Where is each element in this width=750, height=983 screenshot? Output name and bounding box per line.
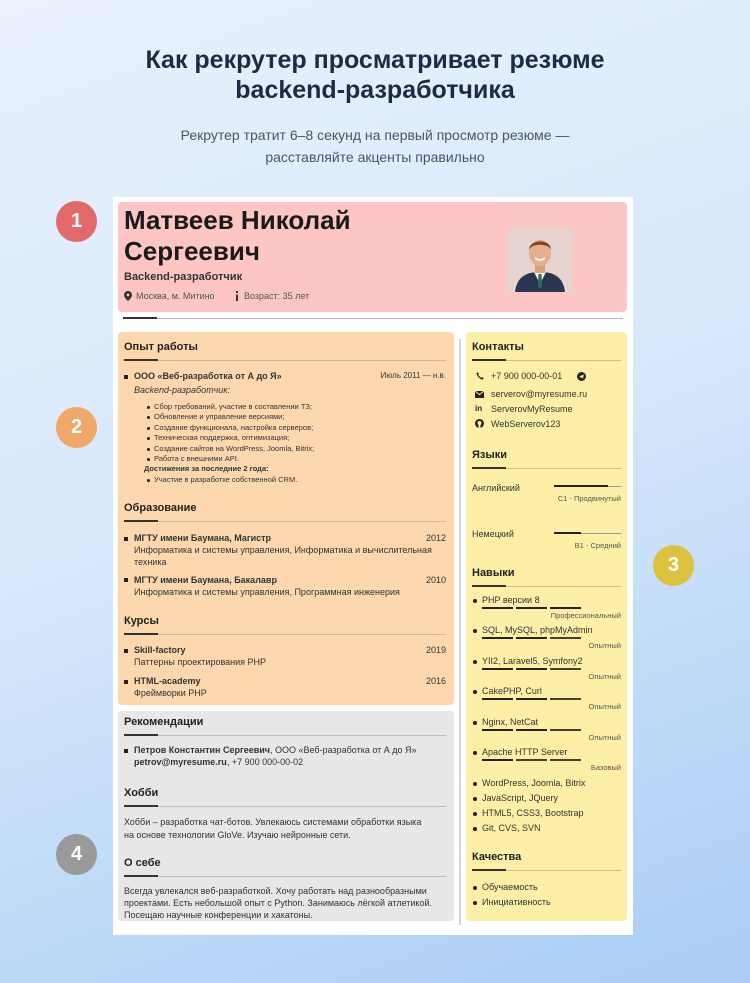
subtitle-line-1: Рекрутер тратит 6–8 секунд на первый просмотр резюме — — [180, 127, 570, 143]
education-desc-cont: техника — [134, 557, 167, 567]
hobby-title: Хобби — [124, 787, 159, 799]
telegram-icon[interactable] — [577, 372, 586, 381]
skill-level-segment — [516, 668, 547, 670]
skill-level-segment — [482, 668, 513, 670]
hobby-text-1: Хобби – разработка чат-ботов. Увлекаюсь системами обработки языка — [124, 817, 422, 827]
experience-rule-accent — [124, 359, 158, 361]
bullet-dot — [473, 751, 477, 755]
education-year: 2012 — [425, 533, 446, 543]
bullet-dot — [473, 901, 477, 905]
courses-rule — [124, 634, 446, 635]
contact-phone-text[interactable]: +7 900 000-00-01 — [491, 371, 563, 381]
badge-3: 3 — [653, 545, 694, 586]
skill-level-segment — [482, 637, 513, 639]
skill-level-segment — [482, 759, 513, 761]
bullet-dot — [147, 427, 150, 430]
achievement-item: Участие в разработке собственной CRM. — [154, 475, 298, 484]
duty-item: Создание функционала, настройка серверов; — [154, 423, 314, 432]
skill-level: Опытный — [588, 702, 621, 711]
skill-level: Опытный — [588, 733, 621, 742]
language-bar-fill — [554, 532, 581, 534]
course-year: 2019 — [425, 645, 446, 655]
language-name: Немецкий — [472, 529, 514, 539]
skill-level-segment — [516, 698, 547, 700]
bullet-dot — [473, 599, 477, 603]
bullet-dot — [147, 437, 150, 440]
skill-name: PHP версии 8 — [482, 595, 540, 605]
person-name — [124, 205, 424, 267]
bullet-square — [124, 649, 128, 653]
about-text-1: Всегда увлекался веб-разработкой. Хочу работать над разнообразными — [124, 886, 427, 896]
courses-title: Курсы — [124, 615, 159, 627]
duty-item: Обновление и управление версиями; — [154, 412, 285, 421]
skill-level: Опытный — [588, 641, 621, 650]
skill-extra-item: Git, CVS, SVN — [482, 823, 541, 833]
recommendation-line — [134, 744, 444, 756]
skill-level-segment — [550, 668, 581, 670]
education-title: Образование — [124, 502, 197, 514]
map-pin-icon — [124, 291, 132, 301]
qualities-rule-accent — [472, 869, 506, 871]
skill-name: Apache HTTP Server — [482, 747, 568, 757]
language-level: C1 - Продвинутый — [557, 494, 621, 503]
subtitle-line-2: расставляйте акценты правильно — [265, 149, 485, 165]
badge-1: 1 — [56, 201, 97, 242]
course-name: HTML-academy — [134, 676, 201, 686]
contact-github[interactable]: WebServerov123 — [491, 419, 561, 429]
duty-item: Работа с внешними API. — [154, 454, 239, 463]
name-line-1: Матвеев Николай — [124, 205, 351, 235]
column-divider — [459, 339, 461, 925]
title-line-1: Как рекрутер просматривает резюме — [145, 46, 605, 74]
education-desc: Информатика и системы управления, Информатика и вычислительная — [134, 545, 432, 555]
company-period: Июль 2011 — н.в. — [380, 371, 446, 380]
phone-icon — [476, 372, 484, 380]
resume-sheet — [113, 197, 633, 935]
bullet-dot — [147, 448, 150, 451]
bullet-square — [124, 578, 128, 582]
skill-extra-item: JavaScript, JQuery — [482, 793, 559, 803]
bullet-dot — [473, 812, 477, 816]
bullet-dot — [147, 416, 150, 419]
skill-name: Nginx, NetCat — [482, 717, 539, 727]
github-icon — [475, 419, 484, 428]
skill-level-segment — [482, 698, 513, 700]
about-text-3: Посещаю научные конференции и хакатоны. — [124, 910, 313, 920]
bullet-dot — [473, 797, 477, 801]
bullet-dot — [473, 886, 477, 890]
linkedin-icon: in — [475, 404, 483, 413]
skill-level-segment — [550, 729, 581, 731]
about-title: О себе — [124, 857, 161, 869]
education-rule — [124, 521, 446, 522]
recommendations-rule-accent — [124, 734, 158, 736]
location-text: Москва, м. Митино — [136, 291, 215, 301]
recommender-phone: , +7 900 000-00-02 — [226, 757, 304, 767]
skill-level-segment — [550, 637, 581, 639]
course-year: 2016 — [425, 676, 446, 686]
age-text: Возраст: 35 лет — [244, 291, 310, 301]
quality-item: Обучаемость — [482, 882, 538, 892]
skill-level-segment — [550, 607, 581, 609]
education-name: МГТУ имени Баумана, Магистр — [134, 533, 272, 543]
about-text-2: проектами. Есть небольшой опыт с Python. Занимаюсь лёгкой атлетикой. — [124, 898, 432, 908]
recommender-name: Петров Константин Сергеевич — [134, 745, 271, 755]
skill-level: Опытный — [588, 672, 621, 681]
skill-level-segment — [516, 759, 547, 761]
bullet-dot — [473, 827, 477, 831]
languages-title: Языки — [472, 449, 508, 461]
contacts-title: Контакты — [472, 341, 524, 353]
bullet-square — [124, 680, 128, 684]
duty-item: Создание сайтов на WordPress, Joomla, Bitrix; — [154, 444, 315, 453]
language-name: Английский — [472, 483, 520, 493]
bullet-dot — [147, 458, 150, 461]
recommendation-contact — [134, 756, 303, 768]
avatar — [507, 228, 573, 292]
name-line-2: Сергеевич — [124, 236, 260, 266]
contact-linkedin[interactable]: ServerovMyResume — [491, 404, 573, 414]
contact-phone[interactable] — [491, 370, 562, 382]
duty-item: Техническая поддержка, оптимизация; — [154, 433, 290, 442]
skills-rule-accent — [472, 585, 506, 587]
achievements-title: Достижения за последние 2 года: — [144, 464, 269, 473]
bullet-square — [124, 375, 128, 379]
education-name: МГТУ имени Баумана, Бакалавр — [134, 575, 277, 585]
badge-2: 2 — [56, 407, 97, 448]
education-rule-accent — [124, 520, 158, 522]
education-year: 2010 — [425, 575, 446, 585]
qualities-title: Качества — [472, 851, 522, 863]
bullet-dot — [147, 406, 150, 409]
courses-rule-accent — [124, 633, 158, 635]
title-line-2: backend-разработчика — [235, 76, 515, 104]
recommender-company: , ООО «Веб-разработка от А до Я» — [270, 745, 417, 755]
duty-item: Сбор требований, участие в составлении ТЗ; — [154, 402, 312, 411]
bullet-dot — [473, 629, 477, 633]
skill-level-segment — [516, 607, 547, 609]
skill-name: CakePHP, Curl — [482, 686, 542, 696]
badge-4: 4 — [56, 834, 97, 875]
bullet-dot — [473, 782, 477, 786]
bullet-square — [124, 749, 128, 753]
about-rule-accent — [124, 875, 158, 877]
bullet-square — [124, 537, 128, 541]
skill-level-segment — [550, 759, 581, 761]
job-position: Backend-разработчик: — [134, 385, 231, 395]
location — [124, 291, 215, 301]
about-rule — [124, 876, 446, 877]
course-name: Skill-factory — [134, 645, 186, 655]
skill-level-segment — [482, 607, 513, 609]
bullet-dot — [473, 690, 477, 694]
skills-title: Навыки — [472, 567, 515, 579]
quality-item: Инициативность — [482, 897, 551, 907]
skill-extra-item: HTML5, CSS3, Bootstrap — [482, 808, 584, 818]
header-divider — [123, 318, 623, 319]
language-bar-fill — [554, 485, 608, 487]
contact-email[interactable]: serverov@myresume.ru — [491, 389, 588, 399]
age — [234, 291, 309, 301]
course-desc: Фреймворки PHP — [134, 688, 207, 698]
skill-level-segment — [516, 637, 547, 639]
language-level: B1 - Средний — [574, 541, 621, 550]
person-role: Backend-разработчик — [124, 271, 243, 283]
skill-level: Профессиональный — [550, 611, 621, 620]
contacts-rule-accent — [472, 359, 506, 361]
company-name: ООО «Веб-разработка от А до Я» — [134, 371, 282, 381]
info-icon — [234, 291, 240, 301]
skill-level: Базовый — [590, 763, 621, 772]
bullet-dot — [473, 660, 477, 664]
hobby-rule — [124, 806, 446, 807]
recommendations-title: Рекомендации — [124, 716, 204, 728]
skill-name: SQL, MySQL, phpMyAdmin — [482, 625, 593, 635]
bullet-dot — [147, 479, 150, 482]
header-divider-accent — [123, 317, 157, 319]
skill-level-segment — [550, 698, 581, 700]
hobby-text-2: на основе технологии GloVe. Изучаю нейронные сети. — [124, 830, 351, 840]
email-icon — [475, 391, 484, 398]
recommender-email: petrov@myresume.ru — [134, 757, 227, 767]
experience-rule — [124, 360, 446, 361]
course-desc: Паттерны проектирования PHP — [134, 657, 267, 667]
skill-level-segment — [516, 729, 547, 731]
skill-level-segment — [482, 729, 513, 731]
skill-extra-item: WordPress, Joomla, Bitrix — [482, 778, 586, 788]
experience-title: Опыт работы — [124, 341, 198, 353]
recommendations-rule — [124, 735, 446, 736]
education-desc: Информатика и системы управления, Программная инженерия — [134, 587, 400, 597]
hobby-rule-accent — [124, 805, 158, 807]
languages-rule-accent — [472, 467, 506, 469]
skill-name: YII2, Laravel5, Symfony2 — [482, 656, 583, 666]
bullet-dot — [473, 721, 477, 725]
